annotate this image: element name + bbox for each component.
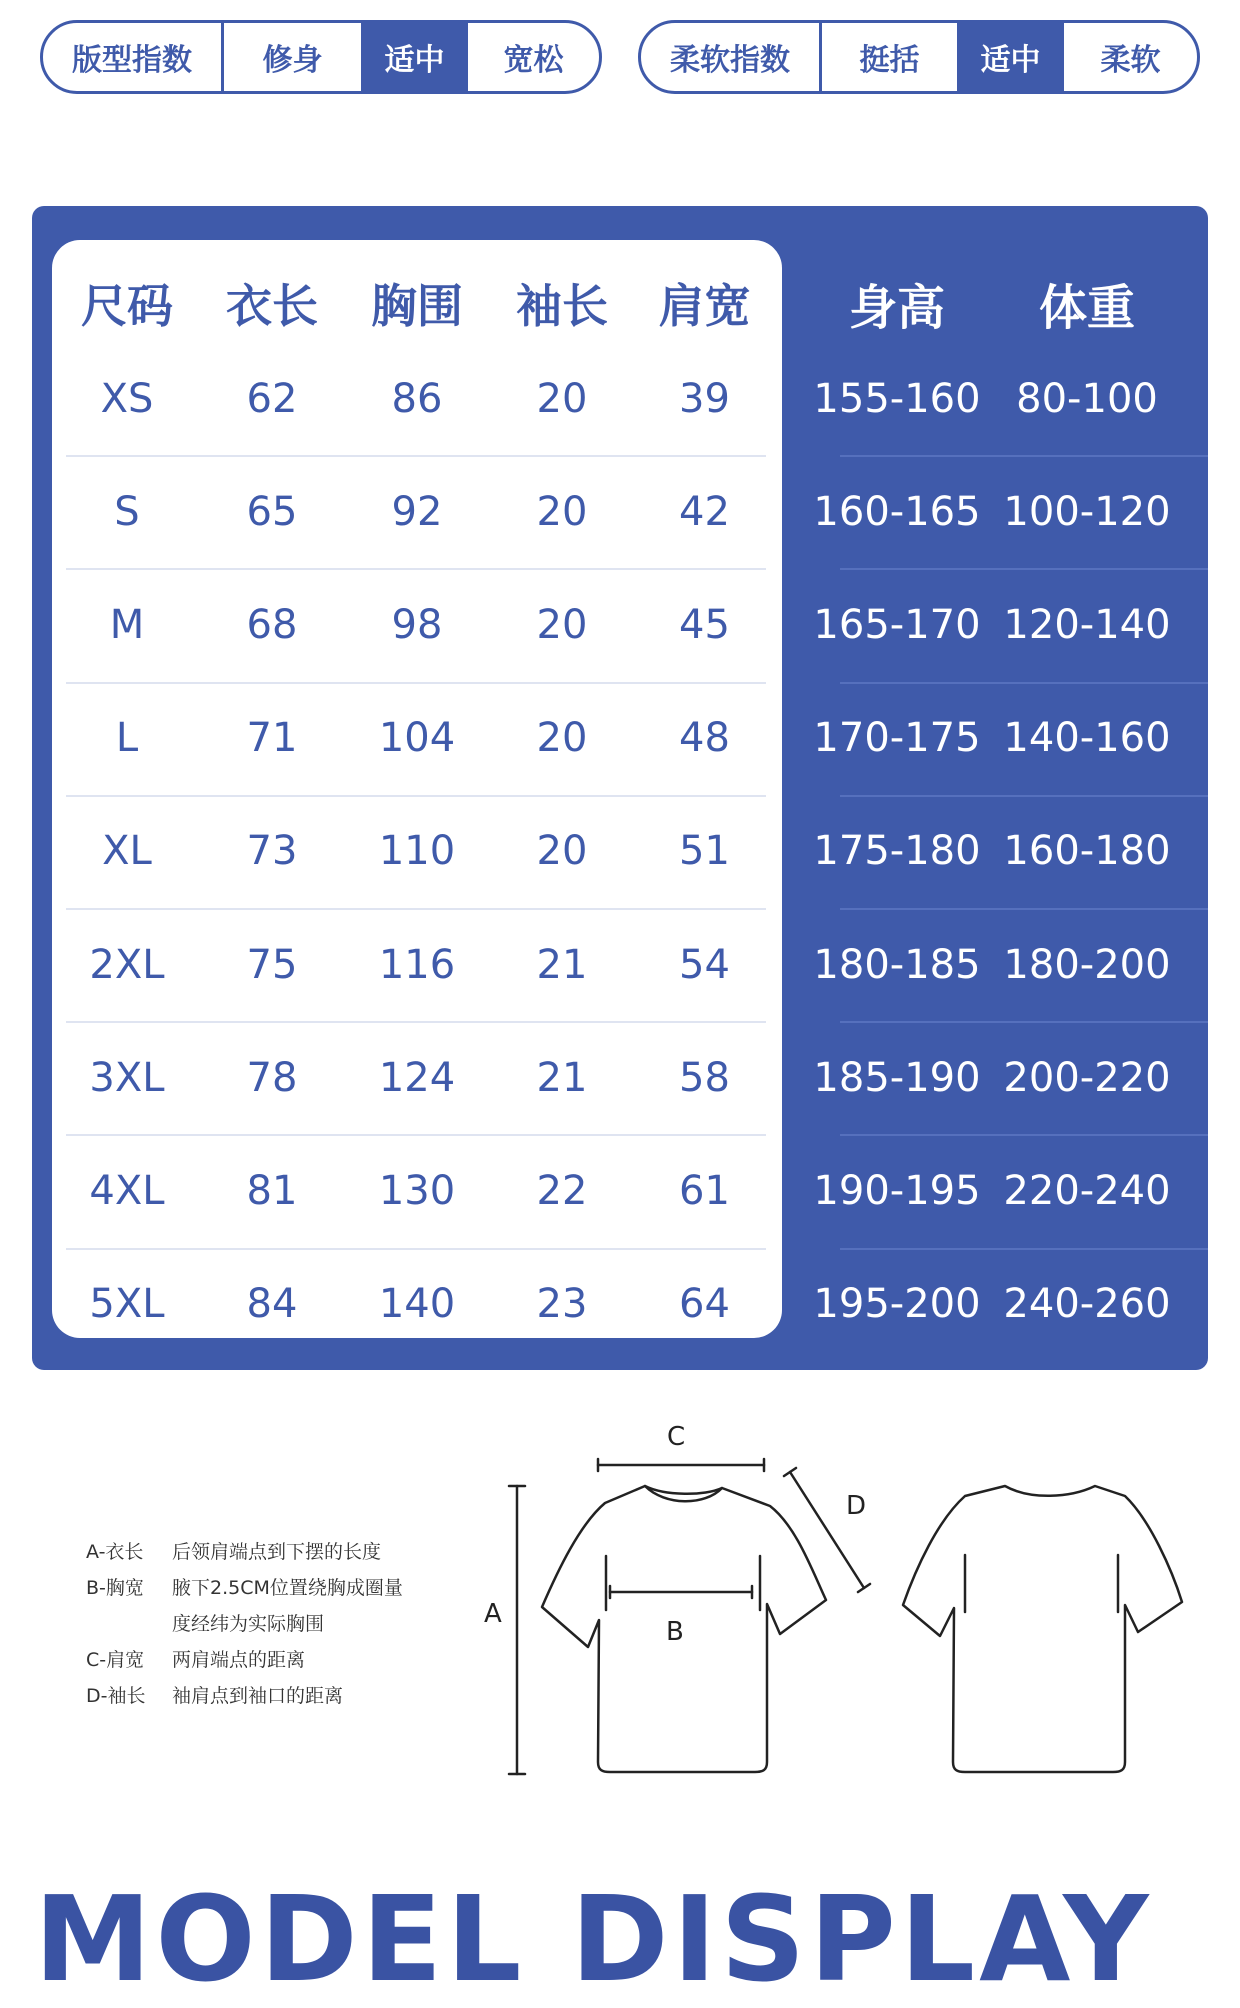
table-cell: 5XL bbox=[89, 1281, 165, 1328]
fit-option-regular[interactable]: 适中 bbox=[361, 23, 465, 91]
fit-option-loose[interactable]: 宽松 bbox=[465, 23, 599, 91]
tshirt-measurement-diagram bbox=[460, 1400, 1200, 1800]
label-a: A bbox=[484, 1599, 502, 1629]
table-row bbox=[802, 1021, 1212, 1134]
table-cell: 23 bbox=[536, 1281, 588, 1328]
table-row bbox=[52, 1021, 782, 1134]
table-cell: 61 bbox=[679, 1167, 730, 1214]
tshirt-front-outline bbox=[542, 1486, 826, 1772]
table-cell: XL bbox=[102, 828, 152, 875]
table-row bbox=[802, 908, 1212, 1021]
table-cell: 116 bbox=[378, 941, 456, 988]
table-cell: 45 bbox=[679, 601, 730, 648]
recommend-table-header bbox=[802, 260, 1212, 346]
table-cell: 160-180 bbox=[1003, 828, 1171, 875]
table-cell: 39 bbox=[679, 375, 730, 422]
table-cell: 51 bbox=[679, 828, 730, 875]
table-cell: 140-160 bbox=[1003, 715, 1171, 762]
table-cell: 65 bbox=[246, 488, 298, 535]
table-cell: 20 bbox=[536, 715, 588, 762]
table-cell: 175-180 bbox=[813, 828, 981, 875]
table-cell: 84 bbox=[246, 1281, 298, 1328]
legend-item: A-衣长 后领肩端点到下摆的长度 bbox=[86, 1540, 382, 1563]
legend-item: B-胸宽 腋下2.5CM位置绕胸成圈量 bbox=[86, 1576, 403, 1599]
softness-index-label: 柔软指数 bbox=[670, 43, 790, 78]
table-cell: 22 bbox=[536, 1167, 588, 1214]
table-cell: 54 bbox=[679, 941, 730, 988]
table-cell: 170-175 bbox=[813, 715, 981, 762]
header-chest: 胸围 bbox=[371, 279, 463, 333]
table-row bbox=[802, 455, 1212, 568]
table-cell: 220-240 bbox=[1003, 1167, 1171, 1214]
table-cell: 140 bbox=[378, 1281, 456, 1328]
table-cell: 48 bbox=[679, 715, 730, 762]
table-cell: 20 bbox=[536, 828, 588, 875]
table-cell: 104 bbox=[378, 715, 456, 762]
table-cell: L bbox=[115, 715, 139, 762]
table-row bbox=[802, 682, 1212, 795]
table-cell: 78 bbox=[246, 1054, 298, 1101]
table-cell: 42 bbox=[679, 488, 730, 535]
table-row bbox=[802, 1248, 1212, 1361]
softness-option-stiff[interactable]: 挺括 bbox=[819, 23, 957, 91]
table-row bbox=[52, 682, 782, 795]
legend-item: 度经纬为实际胸围 bbox=[172, 1612, 325, 1635]
size-chart-panel bbox=[32, 206, 1208, 1370]
header-weight: 体重 bbox=[1038, 279, 1135, 336]
table-cell: 240-260 bbox=[1003, 1281, 1171, 1328]
table-cell: 190-195 bbox=[813, 1167, 981, 1214]
table-cell: XS bbox=[100, 375, 154, 422]
header-sleeve: 袖长 bbox=[516, 279, 608, 333]
table-cell: 185-190 bbox=[813, 1054, 981, 1101]
table-cell: 58 bbox=[679, 1054, 730, 1101]
table-cell: 165-170 bbox=[813, 601, 981, 648]
model-display-banner: MODEL DISPLAY bbox=[34, 1870, 1153, 2008]
softness-option-soft[interactable]: 柔软 bbox=[1061, 23, 1197, 91]
table-cell: 98 bbox=[391, 601, 443, 648]
table-cell: 62 bbox=[246, 375, 298, 422]
table-row bbox=[52, 1134, 782, 1247]
table-cell: 71 bbox=[246, 715, 298, 762]
table-cell: 75 bbox=[246, 941, 298, 988]
legend-item: C-肩宽 两肩端点的距离 bbox=[86, 1648, 306, 1671]
table-row bbox=[802, 568, 1212, 681]
table-cell: 155-160 bbox=[813, 375, 981, 422]
dimension-d-line bbox=[790, 1472, 867, 1588]
table-row bbox=[802, 1134, 1212, 1247]
table-row bbox=[52, 455, 782, 568]
table-cell: 130 bbox=[378, 1167, 456, 1214]
table-cell: 20 bbox=[536, 488, 588, 535]
table-cell: 64 bbox=[679, 1281, 730, 1328]
size-table-header bbox=[52, 260, 782, 346]
table-cell: 21 bbox=[536, 941, 588, 988]
table-cell: 124 bbox=[378, 1054, 456, 1101]
table-cell: 20 bbox=[536, 601, 588, 648]
table-row bbox=[52, 908, 782, 1021]
fit-index-selector bbox=[40, 20, 602, 94]
table-cell: 180-200 bbox=[1003, 941, 1171, 988]
table-cell: 2XL bbox=[89, 941, 165, 988]
table-cell: 81 bbox=[246, 1167, 298, 1214]
table-cell: 195-200 bbox=[813, 1281, 981, 1328]
label-c: C bbox=[667, 1422, 686, 1452]
table-cell: 20 bbox=[536, 375, 588, 422]
table-cell: 86 bbox=[391, 375, 443, 422]
legend-item: D-袖长 袖肩点到袖口的距离 bbox=[86, 1684, 344, 1707]
table-cell: 120-140 bbox=[1003, 601, 1171, 648]
softness-option-regular[interactable]: 适中 bbox=[957, 23, 1061, 91]
table-cell: 200-220 bbox=[1003, 1054, 1171, 1101]
fit-option-slim[interactable]: 修身 bbox=[221, 23, 361, 91]
table-row bbox=[52, 795, 782, 908]
table-cell: 3XL bbox=[89, 1054, 165, 1101]
table-cell: 110 bbox=[378, 828, 456, 875]
header-length: 衣长 bbox=[226, 279, 318, 333]
table-cell: M bbox=[109, 601, 145, 648]
table-cell: 160-165 bbox=[813, 488, 981, 535]
table-row bbox=[802, 342, 1212, 455]
size-table bbox=[52, 240, 782, 1338]
header-height: 身高 bbox=[848, 279, 945, 336]
label-d: D bbox=[846, 1491, 867, 1521]
softness-index-selector bbox=[638, 20, 1200, 94]
table-cell: 21 bbox=[536, 1054, 588, 1101]
table-row bbox=[52, 568, 782, 681]
table-cell: S bbox=[114, 488, 140, 535]
table-cell: 180-185 bbox=[813, 941, 981, 988]
header-size: 尺码 bbox=[81, 279, 173, 333]
table-cell: 80-100 bbox=[1016, 375, 1158, 422]
table-cell: 92 bbox=[391, 488, 443, 535]
fit-index-label: 版型指数 bbox=[72, 43, 192, 78]
table-row bbox=[52, 342, 782, 455]
tshirt-back-outline bbox=[903, 1486, 1182, 1772]
table-cell: 4XL bbox=[89, 1167, 165, 1214]
header-shoulder: 肩宽 bbox=[658, 279, 751, 333]
table-cell: 73 bbox=[246, 828, 298, 875]
table-row bbox=[52, 1248, 782, 1361]
table-cell: 100-120 bbox=[1003, 488, 1171, 535]
table-row bbox=[802, 795, 1212, 908]
measurement-legend bbox=[86, 1532, 403, 1712]
label-b: B bbox=[666, 1617, 684, 1647]
table-cell: 68 bbox=[246, 601, 298, 648]
